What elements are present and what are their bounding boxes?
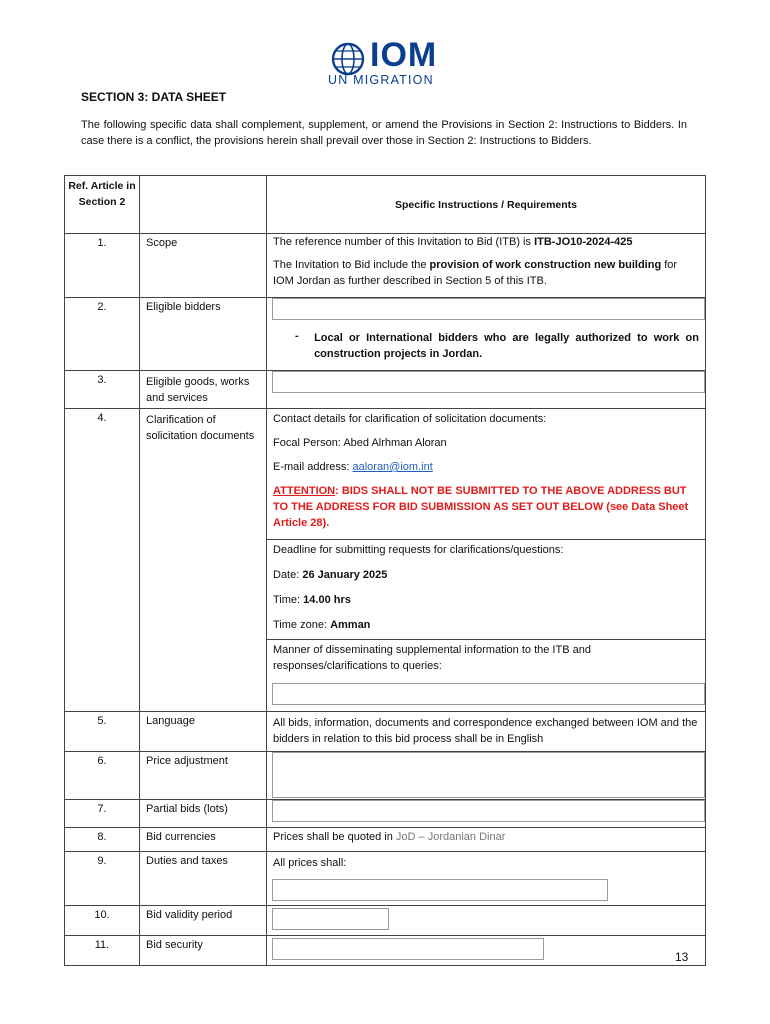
duties-text: All prices shall: [273,857,347,869]
date-value: 26 January 2025 [302,569,388,581]
row-label: Eligible goods, works and services [140,371,267,409]
eligible-bidders-input[interactable] [272,298,705,320]
manner-block [267,640,705,711]
iom-logo [326,36,448,88]
table-row [65,298,706,371]
manner-input[interactable] [272,683,705,705]
row-content [267,409,706,712]
table-row [65,828,706,852]
row-number: 4. [65,409,140,712]
row-number: 7. [65,800,140,828]
row-content [267,906,706,936]
table-row [65,712,706,752]
row-content [267,234,706,298]
eligible-goods-input[interactable] [272,371,705,393]
row-label: Partial bids (lots) [140,800,267,828]
logo-title: IOM [370,36,438,74]
row-number: 10. [65,906,140,936]
partial-bids-input[interactable] [272,800,705,822]
time-value: 14.00 hrs [303,594,351,606]
price-adjustment-input[interactable] [272,752,705,798]
table-row [65,371,706,409]
duties-input[interactable] [272,879,608,901]
row-content [267,828,706,852]
date-label: Date: [273,569,303,581]
inv-b: provision of work construction new building [429,259,662,271]
table-row [65,752,706,800]
table-header-row [65,176,706,234]
row-label: Price adjustment [140,752,267,800]
row-number: 9. [65,852,140,906]
attention-label: ATTENTION [273,485,336,497]
bullet-dash: - [295,330,299,342]
header-ref-article: Ref. Article in Section 2 [65,176,140,234]
row-label: Clarification of solicitation documents [140,409,267,712]
inv-a: The Invitation to Bid include the [273,259,430,271]
logo-subtitle: UN MIGRATION [328,73,434,87]
row-label: Bid validity period [140,906,267,936]
table-row [65,936,706,966]
contact-block [267,409,705,540]
bid-validity-input[interactable] [272,908,389,930]
table-row [65,906,706,936]
table-row [65,800,706,828]
table-row [65,234,706,298]
globe-icon [330,42,366,76]
row-number: 11. [65,936,140,966]
row-content [267,298,706,371]
header-spec: Specific Instructions / Requirements [267,176,706,234]
table-row [65,409,706,712]
tz-value: Amman [330,619,371,631]
focal-person: Focal Person: Abed Alrhman Aloran [273,437,447,449]
deadline-text: Deadline for submitting requests for clarifications/questions: [273,544,564,556]
inv-c: for IOM Jordan as further described in Section 5 of this ITB. [273,259,678,287]
row-number: 8. [65,828,140,852]
time-label: Time: [273,594,304,606]
email-label: E-mail address: [273,461,353,473]
row-content [267,752,706,800]
bullet-text: Local or International bidders who are legally authorized to work on construction projects in Jordan. [314,332,699,360]
row-number: 6. [65,752,140,800]
row-label: Language [140,712,267,752]
row-content: All bids, information, documents and correspondence exchanged between IOM and the bidders in relation to this bid process shall be in English [267,712,706,752]
row-label: Bid currencies [140,828,267,852]
row-label: Scope [140,234,267,298]
row-label: Eligible bidders [140,298,267,371]
table-row [65,852,706,906]
manner-text: Manner of disseminating supplemental information to the ITB and responses/clarifications to queries: [273,644,591,672]
currency-text: Prices shall be quoted in [273,831,396,843]
ref-text: The reference number of this Invitation to Bid (ITB) is [273,236,535,248]
currency-value: JoD – Jordanian Dinar [395,831,506,843]
attention-text: : BIDS SHALL NOT BE SUBMITTED TO THE ABOVE ADDRESS BUT TO THE ADDRESS FOR BID SUBMISSION AS SET OUT BELOW (see Data Sheet Article 28). [273,485,689,529]
email-link[interactable]: aaloran@iom.int [352,461,433,473]
row-number: 1. [65,234,140,298]
intro-paragraph: The following specific data shall complement, supplement, or amend the Provisions in Section 2: Instructions to Bidders. In case there is a conflict, the provisions herein shall prevail over those in Section 2: Instructions to Bidders. [81,119,687,147]
row-content [267,371,706,409]
tz-label: Time zone: [273,619,331,631]
page-number: 13 [675,950,689,964]
row-label: Duties and taxes [140,852,267,906]
row-content [267,800,706,828]
row-label: Bid security [140,936,267,966]
row-content [267,852,706,906]
row-number: 2. [65,298,140,371]
row-number: 5. [65,712,140,752]
contact-text: Contact details for clarification of solicitation documents: [273,413,547,425]
header-empty [140,176,267,234]
row-number: 3. [65,371,140,409]
data-sheet-table [64,175,706,966]
bid-security-input[interactable] [272,938,544,960]
section-heading: SECTION 3: DATA SHEET [81,90,227,104]
row-content [267,936,706,966]
deadline-block [267,540,705,640]
ref-code: ITB-JO10-2024-425 [534,236,633,248]
